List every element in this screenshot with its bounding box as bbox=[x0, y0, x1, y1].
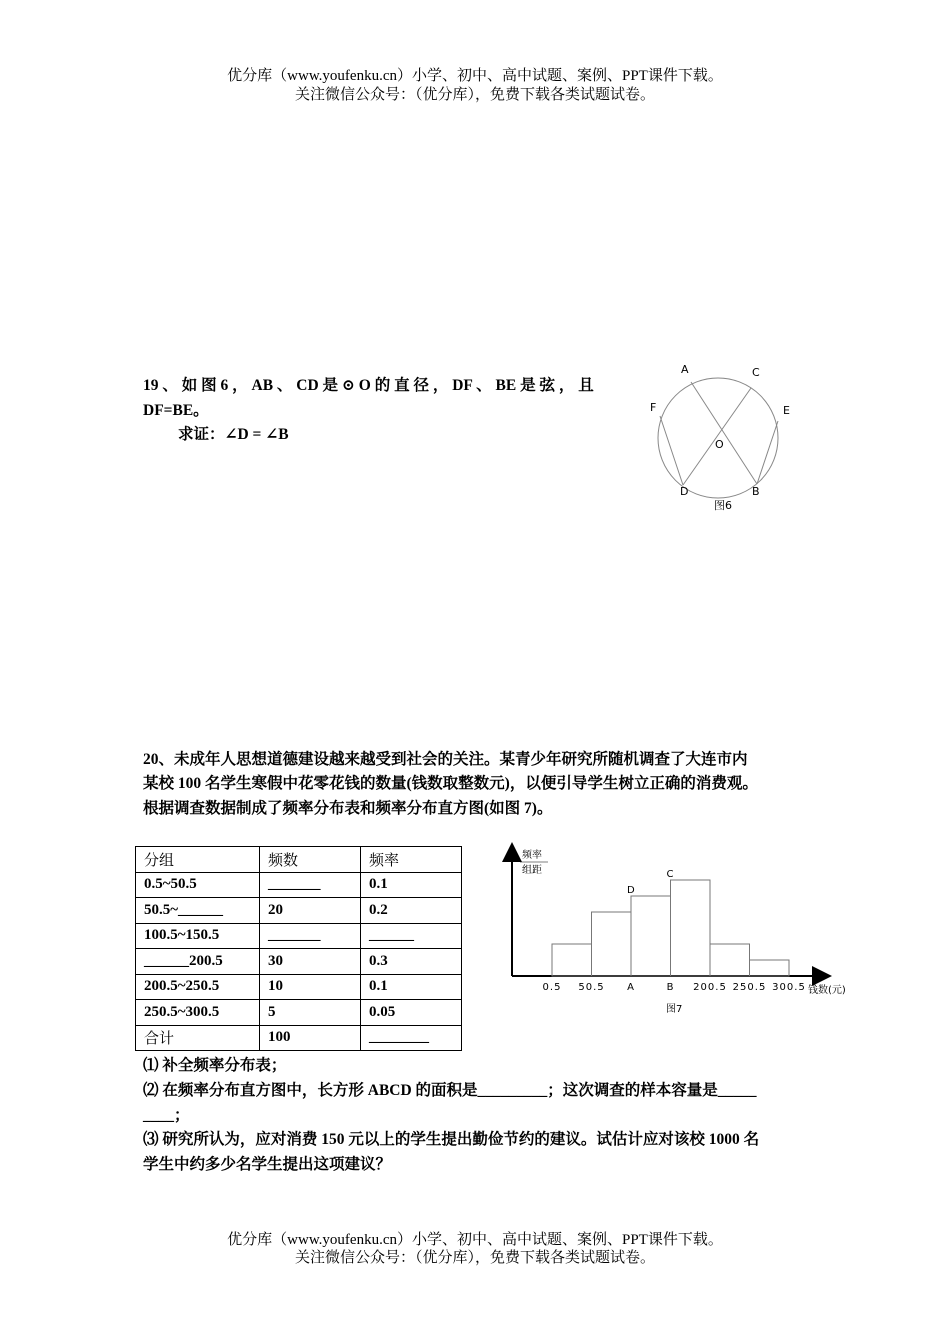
x-tick-label: 250.5 bbox=[732, 982, 767, 993]
table-cell: 0.3 bbox=[361, 949, 462, 975]
histogram-bar bbox=[710, 944, 750, 976]
histogram-bar bbox=[671, 880, 711, 976]
table-cell: ______200.5 bbox=[136, 949, 260, 975]
table-row bbox=[136, 923, 462, 949]
table-cell: 10 bbox=[260, 974, 361, 1000]
bar-corner-label: D bbox=[627, 885, 635, 896]
table-cell: 30 bbox=[260, 949, 361, 975]
histogram-bar bbox=[750, 960, 790, 976]
x-tick-label: 0.5 bbox=[542, 982, 562, 993]
table-cell: ________ bbox=[361, 1025, 462, 1051]
table-cell: 250.5~300.5 bbox=[136, 1000, 260, 1026]
table-row bbox=[136, 1000, 462, 1026]
figure-7-caption: 图7 bbox=[666, 1004, 683, 1015]
label-c: C bbox=[752, 366, 760, 379]
table-cell: 100 bbox=[260, 1025, 361, 1051]
q20-text-line-2: 某校 100 名学生寒假中花零花钱的数量(钱数取整数元)，以便引导学生树立正确的消费观。 bbox=[143, 775, 758, 792]
chord-be bbox=[757, 421, 778, 484]
table-header-cell: 分组 bbox=[136, 847, 260, 873]
q19-text-line-2: DF=BE。 bbox=[143, 402, 209, 419]
table-row bbox=[136, 1025, 462, 1051]
table-row bbox=[136, 974, 462, 1000]
table-row bbox=[136, 898, 462, 924]
figure-7-histogram bbox=[500, 840, 860, 1025]
label-o: O bbox=[715, 438, 724, 451]
chord-df bbox=[660, 416, 683, 485]
footer-line-1: 优分库（www.youfenku.cn）小学、初中、高中试题、案例、PPT课件下载。 bbox=[227, 1232, 723, 1248]
q20-text-line-3: 根据调查数据制成了频率分布表和频率分布直方图(如图 7)。 bbox=[143, 800, 553, 817]
q19-text-line-1: 19 、 如 图 6 ， AB 、 CD 是 ⊙ O 的 直 径 ， DF 、 BE 是 弦 ， 且 bbox=[143, 377, 594, 394]
table-header-cell: 频数 bbox=[260, 847, 361, 873]
table-cell: 50.5~______ bbox=[136, 898, 260, 924]
diameter-ab bbox=[691, 382, 757, 484]
figure-6-caption: 图6 bbox=[714, 499, 732, 512]
table-header-row bbox=[136, 847, 462, 873]
y-label-top: 频率 bbox=[522, 850, 542, 861]
table-cell: _______ bbox=[260, 923, 361, 949]
header-line-2: 关注微信公众号：（优分库），免费下载各类试题试卷。 bbox=[294, 87, 655, 103]
x-axis-label: 钱数(元) bbox=[808, 985, 846, 996]
table-cell: 0.1 bbox=[361, 974, 462, 1000]
table-cell: 200.5~250.5 bbox=[136, 974, 260, 1000]
x-tick-label: B bbox=[666, 982, 675, 993]
q20-sub-3-line-1: ⑶ 研究所认为，应对消费 150 元以上的学生提出勤俭节约的建议。试估计应对该校 1000 名 bbox=[143, 1131, 760, 1148]
table-header-cell: 频率 bbox=[361, 847, 462, 873]
header-line-1: 优分库（www.youfenku.cn）小学、初中、高中试题、案例、PPT课件下载。 bbox=[227, 68, 723, 84]
footer-line-2: 关注微信公众号：（优分库），免费下载各类试题试卷。 bbox=[294, 1250, 655, 1266]
x-tick-label: 300.5 bbox=[772, 982, 806, 993]
bar-corner-label: C bbox=[666, 869, 674, 880]
table-cell: 0.2 bbox=[361, 898, 462, 924]
table-row bbox=[136, 949, 462, 975]
q20-sub-3-line-2: 学生中约多少名学生提出这项建议？ bbox=[143, 1156, 392, 1173]
table-cell: 5 bbox=[260, 1000, 361, 1026]
x-tick-label: 200.5 bbox=[693, 982, 727, 993]
table-cell: 0.05 bbox=[361, 1000, 462, 1026]
table-cell: 20 bbox=[260, 898, 361, 924]
table-cell: _______ bbox=[260, 872, 361, 898]
histogram-bar bbox=[631, 896, 671, 976]
x-tick-label: 50.5 bbox=[578, 982, 605, 993]
q20-text-line-1: 20、未成年人思想道德建设越来越受到社会的关注。某青少年研究所随机调查了大连市内 bbox=[143, 751, 748, 768]
label-d: D bbox=[680, 485, 689, 498]
figure-6-circle bbox=[645, 358, 805, 518]
q19-prove-statement: 求证：∠D = ∠B bbox=[178, 426, 289, 443]
label-f: F bbox=[650, 401, 657, 414]
table-cell: ______ bbox=[361, 923, 462, 949]
frequency-table bbox=[135, 846, 462, 1051]
x-tick-label: A bbox=[627, 982, 635, 993]
label-b: B bbox=[752, 485, 760, 498]
table-cell: 100.5~150.5 bbox=[136, 923, 260, 949]
q20-sub-1: ⑴ 补全频率分布表； bbox=[143, 1057, 287, 1074]
label-a: A bbox=[681, 363, 689, 376]
histogram-bar bbox=[552, 944, 592, 976]
histogram-bar bbox=[592, 912, 632, 976]
table-row bbox=[136, 872, 462, 898]
q20-sub-2-line-2: ____； bbox=[143, 1107, 190, 1124]
table-cell: 0.5~50.5 bbox=[136, 872, 260, 898]
table-cell: 0.1 bbox=[361, 872, 462, 898]
label-e: E bbox=[783, 404, 790, 417]
diameter-cd bbox=[683, 388, 751, 485]
q20-sub-2-line-1: ⑵ 在频率分布直方图中，长方形 ABCD 的面积是_________；这次调查的样本容量是_____ bbox=[143, 1082, 757, 1099]
table-cell: 合计 bbox=[136, 1025, 260, 1051]
y-label-bottom: 组距 bbox=[522, 865, 542, 876]
